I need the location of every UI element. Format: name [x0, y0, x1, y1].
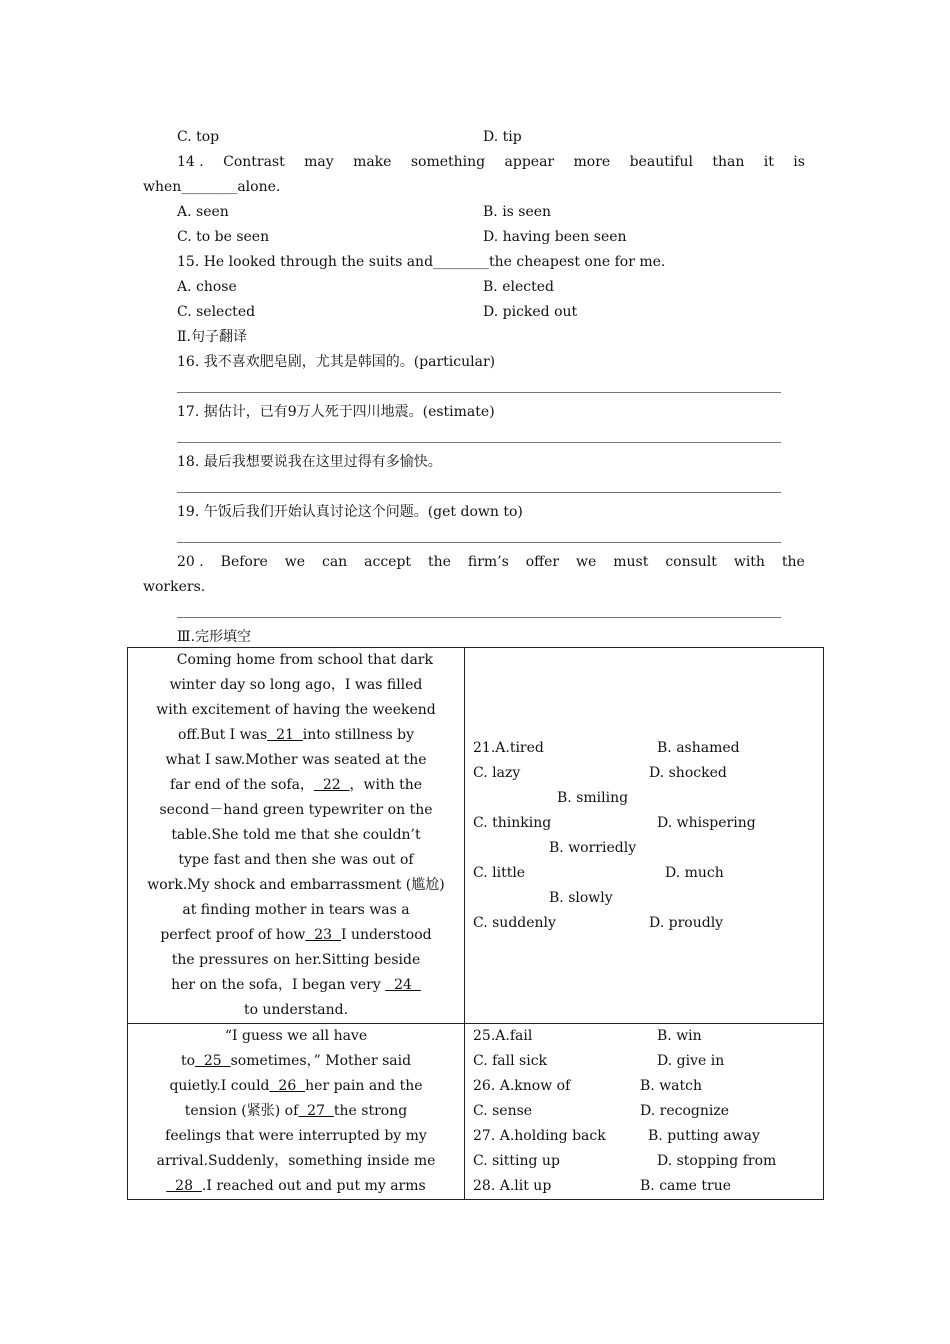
text: when [143, 179, 182, 195]
worksheet [143, 125, 805, 650]
option-b: B. elected [483, 279, 554, 295]
text: with excitement of having the weekend [156, 702, 436, 718]
text: sometimes，” Mother said [230, 1053, 412, 1069]
option-line [465, 786, 823, 811]
word: than [712, 154, 745, 170]
text: what I saw.Mother was seated at the [165, 752, 427, 768]
option-a: 25.A.fail [473, 1028, 533, 1044]
word: the [781, 554, 805, 570]
answer-line[interactable] [143, 600, 805, 625]
passage-line [128, 723, 464, 748]
text: far end of the sofa， [169, 777, 314, 793]
text: off.But I was [177, 727, 268, 743]
text: alone. [237, 179, 281, 195]
word: may [304, 154, 334, 170]
option-a: 28. A.lit up [473, 1178, 552, 1194]
word: consult [665, 554, 717, 570]
q18: 18. 最后我想要说我在这里过得有多愉快。 [177, 454, 442, 470]
q15-stem [143, 250, 805, 275]
passage-line [128, 948, 464, 973]
word: appear [504, 154, 555, 170]
options-part-2 [465, 1024, 824, 1200]
q14-options-cd [143, 225, 805, 250]
q19: 19. 午饭后我们开始认真讨论这个问题。(get down to) [177, 504, 523, 520]
option-line [465, 861, 823, 886]
passage-line [128, 798, 464, 823]
word: with [733, 554, 765, 570]
passage-line [128, 1099, 464, 1124]
text: into stillness by [302, 727, 415, 743]
blank-number: 25 [195, 1053, 231, 1069]
passage-line [128, 1149, 464, 1174]
word: beautiful [629, 154, 693, 170]
text: quietly.I could [169, 1078, 270, 1094]
passage-line [128, 673, 464, 698]
option-line [465, 736, 823, 761]
word: 20 . [177, 554, 204, 570]
passage-line [128, 898, 464, 923]
option-d: D. tip [483, 129, 522, 145]
option-line [465, 761, 823, 786]
cloze-row-2 [128, 1024, 824, 1200]
word: something [410, 154, 486, 170]
word: is [793, 154, 805, 170]
options-part-1 [465, 648, 824, 1024]
option-b: B. win [657, 1028, 702, 1044]
option-b: D. whispering [657, 814, 756, 831]
blank-number: 27 [298, 1103, 334, 1119]
option-a: 27. A.holding back [473, 1128, 606, 1144]
blank-number: 26 [269, 1078, 306, 1094]
text: to understand. [243, 1002, 349, 1018]
passage-line [128, 873, 464, 898]
option-b: B. is seen [483, 204, 552, 220]
q20-stem [143, 550, 805, 575]
text: the cheapest one for me. [489, 254, 666, 270]
option-a: 26. A.know of [473, 1078, 571, 1094]
passage-line [128, 823, 464, 848]
answer-line[interactable] [143, 425, 805, 450]
section-3-title: Ⅲ.完形填空 [177, 629, 251, 645]
word: it [763, 154, 774, 170]
passage-line [128, 1024, 464, 1049]
word: more [573, 154, 611, 170]
option-line [465, 886, 823, 911]
word: 14 . [177, 154, 204, 170]
text: “I guess we all have [224, 1028, 368, 1044]
option-line [465, 911, 823, 936]
passage-line [128, 748, 464, 773]
answer-line[interactable] [143, 525, 805, 550]
option-a: C. fall sick [473, 1053, 548, 1069]
word: the [427, 554, 451, 570]
option-a: C. little [473, 864, 526, 881]
text: 15. He looked through the suits and [177, 254, 434, 270]
cloze-table [127, 647, 824, 1200]
option-line [465, 1149, 823, 1174]
q14-options-ab [143, 200, 805, 225]
option-a: A. seen [177, 204, 229, 220]
word: can [321, 554, 348, 570]
word: accept [364, 554, 412, 570]
section-2-title: Ⅱ.句子翻译 [177, 329, 247, 345]
option-b: B. worriedly [549, 839, 637, 856]
q20-stem-cont: workers. [143, 579, 206, 595]
option-line [465, 1074, 823, 1099]
option-c: C. to be seen [177, 229, 270, 245]
option-line [465, 1174, 823, 1199]
text: ，with the [349, 777, 423, 793]
option-b: B. putting away [648, 1128, 760, 1144]
q14-stem [143, 150, 805, 175]
option-b: D. stopping from [657, 1153, 777, 1169]
text: her on the sofa，I began very [171, 977, 386, 993]
word: offer [525, 554, 560, 570]
passage-part-1 [128, 648, 465, 1024]
option-b: B. ashamed [657, 739, 740, 756]
option-line [465, 836, 823, 861]
blank: ________ [433, 254, 490, 270]
blank-number: 22 [313, 777, 350, 793]
q15-options-cd [143, 300, 805, 325]
option-b: D. much [665, 864, 724, 881]
passage-line [128, 848, 464, 873]
passage-line [128, 1174, 464, 1199]
answer-line[interactable] [143, 475, 805, 500]
option-line [465, 1049, 823, 1074]
option-b: B. came true [640, 1178, 732, 1194]
word: Before [220, 554, 268, 570]
answer-line[interactable] [143, 375, 805, 400]
option-line [465, 1124, 823, 1149]
blank: ________ [181, 179, 238, 195]
option-c: C. selected [177, 304, 256, 320]
word: make [353, 154, 392, 170]
passage-line [128, 1049, 464, 1074]
option-a: C. sitting up [473, 1153, 560, 1169]
option-a: 21.A.tired [473, 739, 544, 756]
text: tension (紧张) of [184, 1103, 299, 1119]
passage-part-2 [128, 1024, 465, 1200]
option-a: C. suddenly [473, 914, 556, 931]
text: at finding mother in tears was a [182, 902, 410, 918]
q16: 16. 我不喜欢肥皂剧，尤其是韩国的。(particular) [177, 354, 496, 370]
text: the pressures on her.Sitting beside [171, 952, 421, 968]
text: her pain and the [305, 1078, 423, 1094]
passage-line [128, 1074, 464, 1099]
text: type fast and then she was out of [178, 852, 414, 868]
option-b: D. proudly [649, 914, 724, 931]
option-d: D. having been seen [483, 229, 627, 245]
text: feelings that were interrupted by my [165, 1128, 427, 1144]
cloze-row-1 [128, 648, 824, 1024]
option-b: D. shocked [649, 764, 727, 781]
q15-options-ab [143, 275, 805, 300]
word: we [284, 554, 306, 570]
option-b: B. smiling [557, 789, 629, 806]
option-line [465, 1024, 823, 1049]
q17: 17. 据估计，已有9万人死于四川地震。(estimate) [177, 404, 495, 420]
blank-number: 23 [305, 927, 341, 943]
q14-stem-cont [143, 175, 805, 200]
text: to [180, 1053, 195, 1069]
blank-number: 24 [385, 977, 421, 993]
word: we [576, 554, 597, 570]
text: I understood [341, 927, 432, 943]
word: Contrast [223, 154, 285, 170]
option-b: D. give in [657, 1053, 725, 1069]
text: table.She told me that she couldn’t [171, 827, 421, 843]
q13-options [143, 125, 805, 150]
text: the strong [333, 1103, 408, 1119]
blank-number: 21 [267, 727, 303, 743]
blank-number: 28 [166, 1178, 202, 1194]
text: winter day so long ago，I was filled [169, 677, 423, 693]
option-a: C. lazy [473, 764, 521, 781]
option-b: D. recognize [640, 1103, 729, 1119]
option-a: A. chose [177, 279, 237, 295]
passage-line [128, 773, 464, 798]
text: Coming home from school that dark [159, 652, 433, 668]
text: second－hand green typewriter on the [159, 802, 433, 818]
passage-line [128, 923, 464, 948]
text: arrival.Suddenly，something inside me [156, 1153, 436, 1169]
word: must [613, 554, 649, 570]
passage-line [128, 998, 464, 1023]
option-d: D. picked out [483, 304, 578, 320]
option-c: C. top [177, 129, 220, 145]
word: firm’s [467, 554, 509, 570]
option-line [465, 1099, 823, 1124]
option-b: B. slowly [549, 889, 613, 906]
option-b: B. watch [640, 1078, 703, 1094]
passage-line [128, 698, 464, 723]
option-a: C. thinking [473, 814, 552, 831]
passage-line [128, 648, 464, 673]
text: work.My shock and embarrassment (尴尬) [147, 877, 445, 893]
text: perfect proof of how [160, 927, 306, 943]
text: .I reached out and put my arms [201, 1178, 426, 1194]
option-line [465, 811, 823, 836]
option-a: C. sense [473, 1103, 533, 1119]
passage-line [128, 1124, 464, 1149]
passage-line [128, 973, 464, 998]
